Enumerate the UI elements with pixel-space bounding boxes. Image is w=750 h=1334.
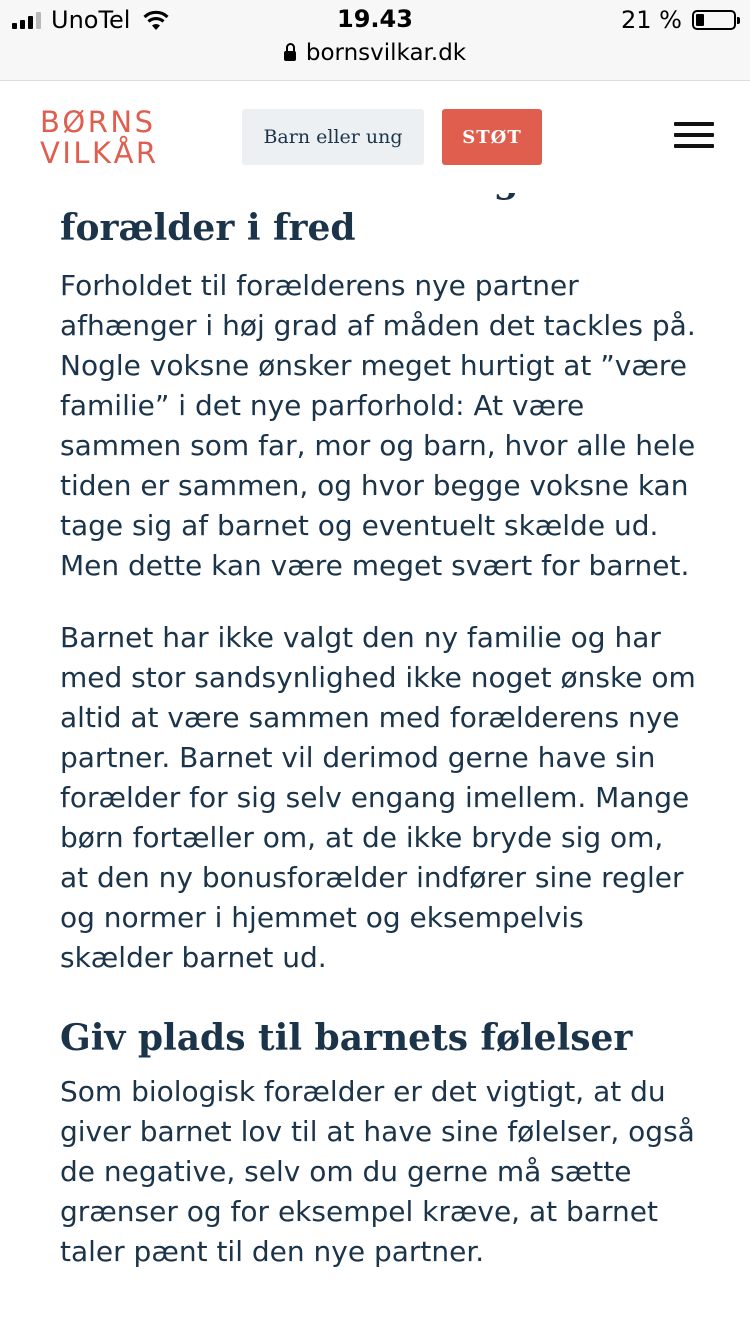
lock-icon (284, 51, 296, 61)
logo-line-1: BØRNS (40, 105, 156, 139)
status-right (621, 6, 736, 34)
child-or-youth-button[interactable]: Barn eller ung (242, 109, 424, 165)
status-bar (0, 0, 750, 81)
paragraph-1: Forholdet til forælderens nye partner afhænger i høj grad af måden det tackles på. Nogle voksne ønsker meget hurtigt at ”være familie” i det nye parforhold: At være sammen som far, mor og barn, hvor alle hele tiden er sammen, og hvor begge voksne kan tage sig af barnet og eventuelt skælde ud. Men dette kan være meget svært for barnet. (60, 269, 696, 582)
paragraph-2: Barnet har ikke valgt den ny familie og har med stor sandsynlighed ikke noget ønske om altid at være sammen med forælderens nye partner. Barnet vil derimod gerne have sin forælder for sig selv engang imellem. Mange børn fortæller om, at de ikke bryde sig om, at den ny bonusforælder indfører sine regler og normer i hjemmet og eksempelvis skælder barnet ud. (60, 621, 696, 974)
section-heading-2: Giv plads til barnets følelser (60, 1017, 633, 1059)
site-header (0, 81, 750, 193)
support-button[interactable]: STØT (442, 109, 542, 165)
heading-1-line-2: forælder i fred (60, 207, 356, 249)
carrier-label: UnoTel (51, 6, 131, 34)
battery-percentage: 21 % (621, 6, 682, 34)
battery-icon (692, 10, 736, 30)
clock: 19.43 (337, 5, 413, 33)
battery-level (696, 14, 704, 26)
address-bar[interactable] (0, 40, 750, 66)
url-text[interactable]: bornsvilkar.dk (305, 40, 467, 66)
article-content (60, 156, 700, 1272)
hamburger-menu-icon[interactable] (674, 122, 714, 150)
paragraph-3: Som biologisk forælder er det vigtigt, at du giver barnet lov til at have sine følelser, også de negative, selv om du gerne må sætte grænser og for eksempel kræve, at barnet taler pænt til den nye partner. (60, 1075, 695, 1268)
site-logo[interactable] (40, 107, 159, 169)
logo-line-2: VILKÅR (40, 136, 159, 170)
